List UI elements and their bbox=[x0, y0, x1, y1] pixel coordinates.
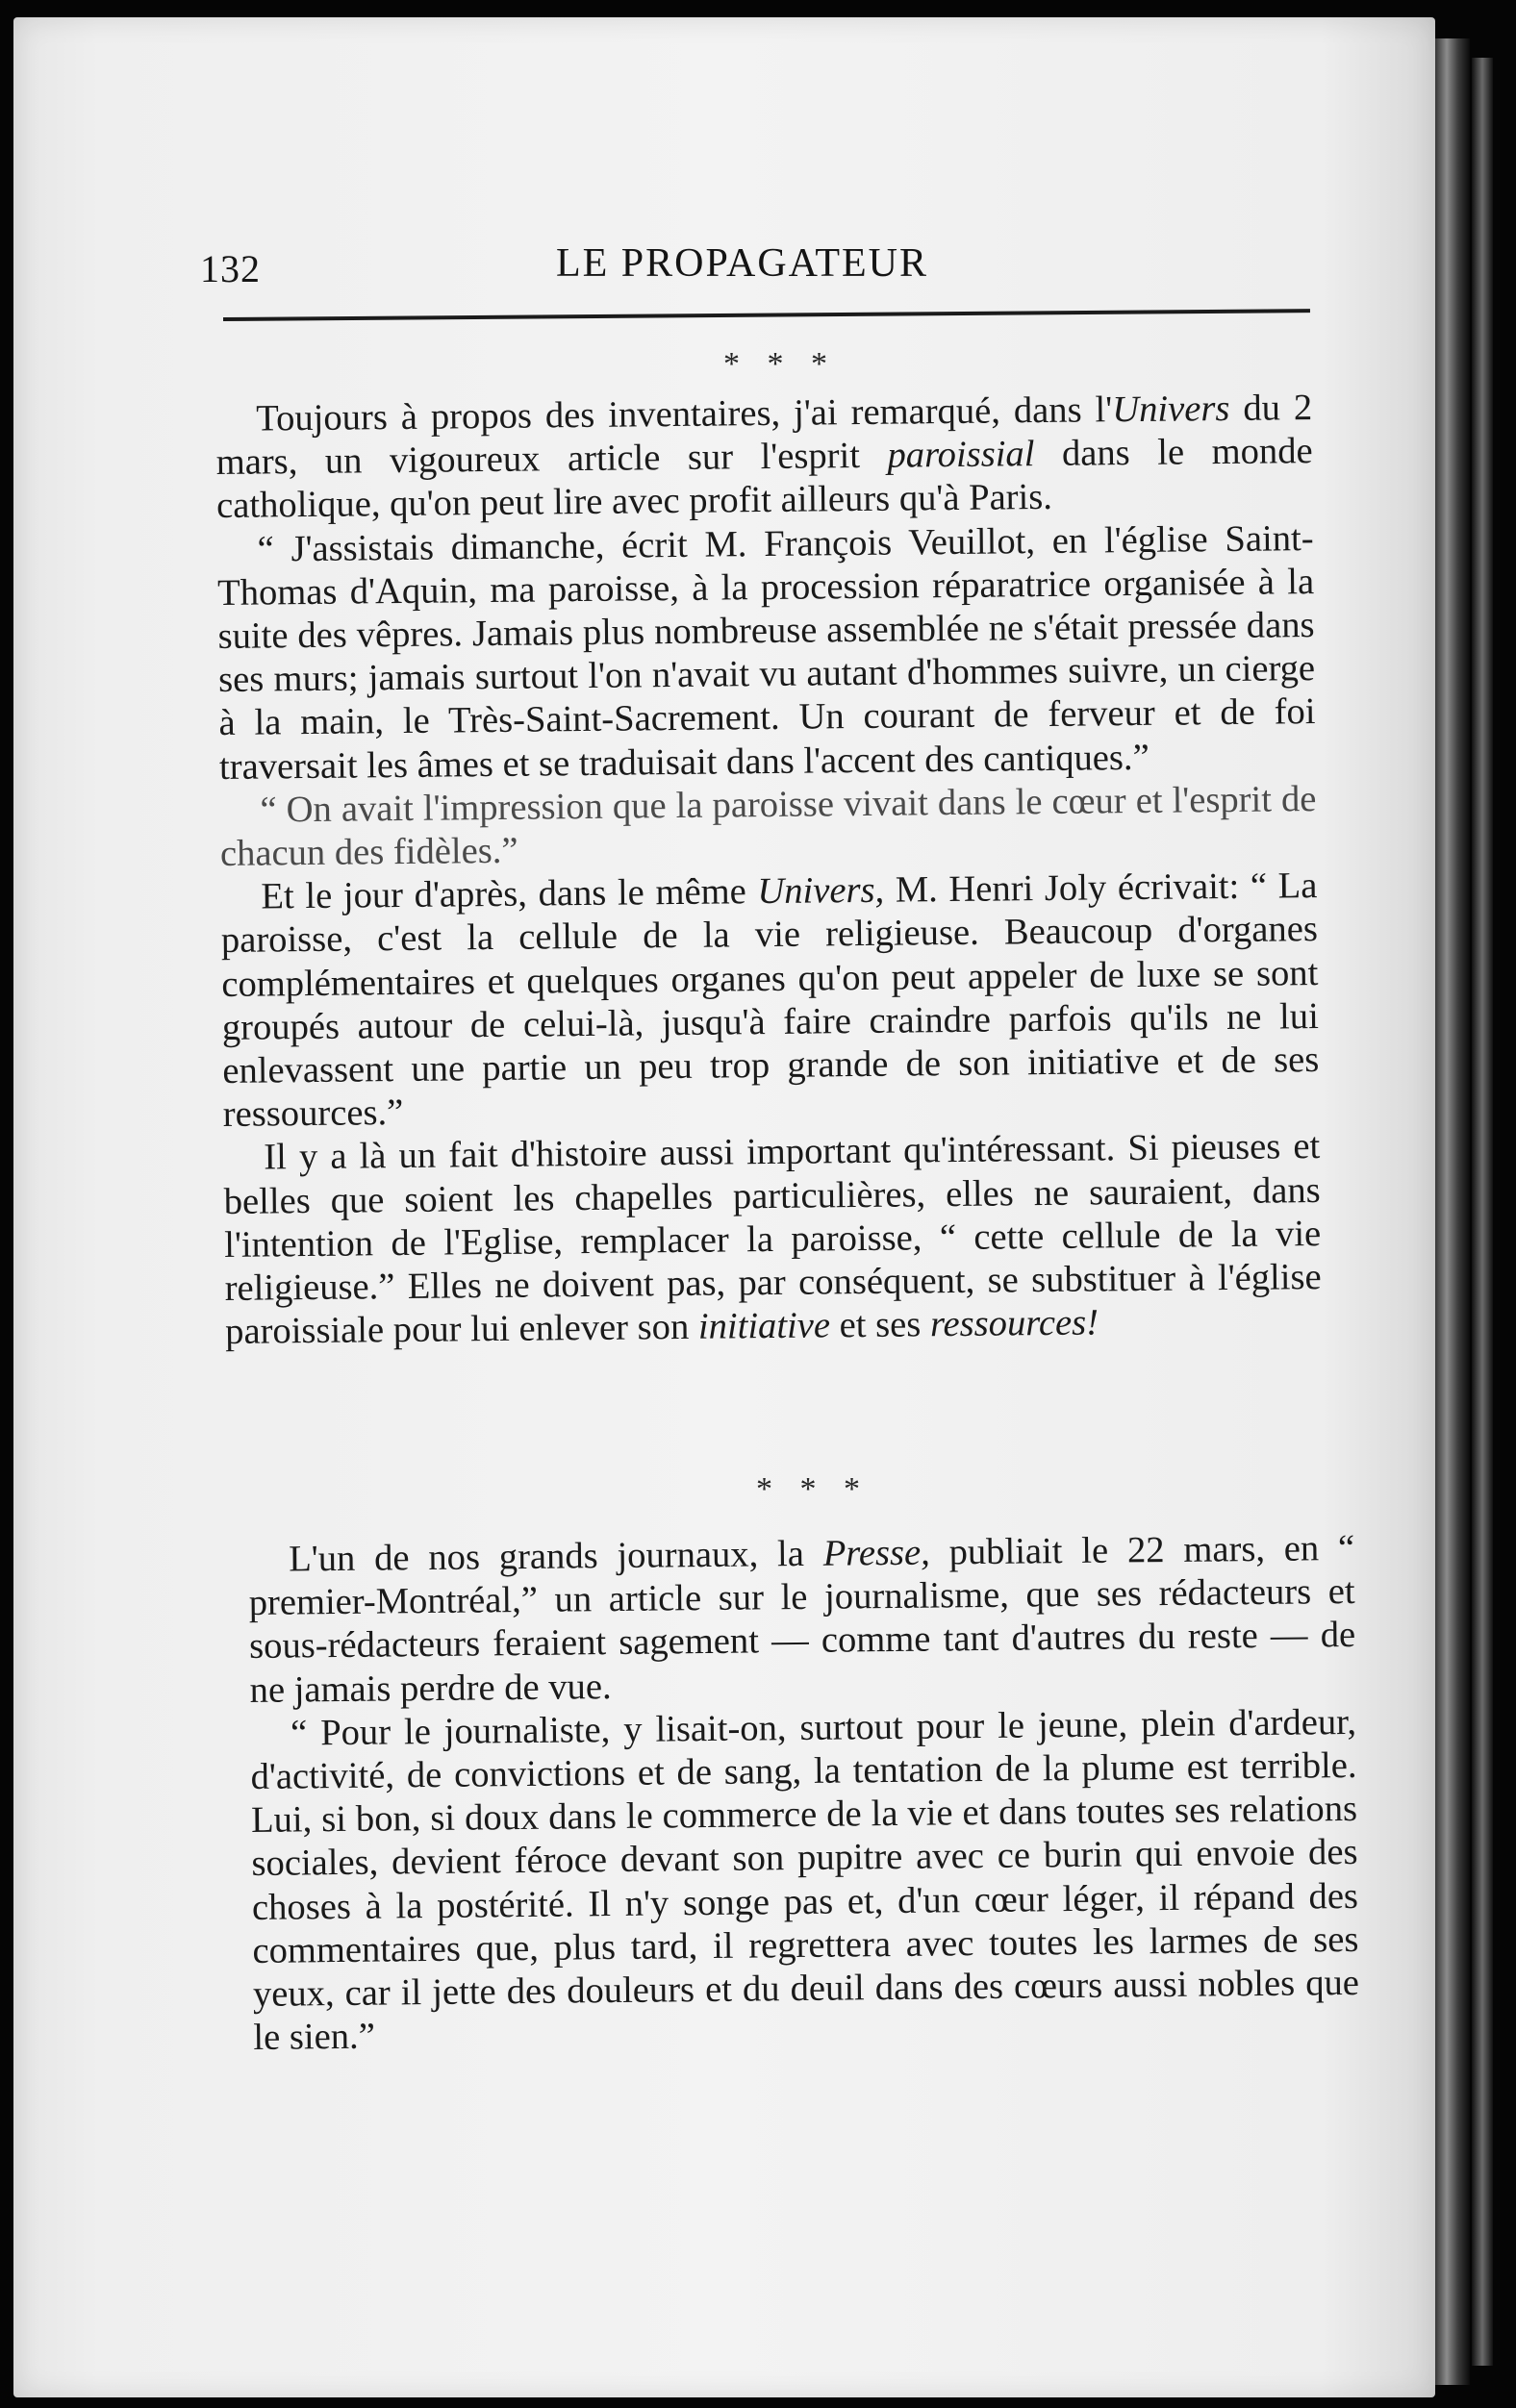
emphasis: Presse, bbox=[822, 1532, 931, 1574]
paragraph: Et le jour d'après, dans le même Univers, M. Henri Joly écrivait: “ La paroisse, c'est la cellule de la vie religieuse. Beaucoup d'organes complémentaires et quelques organes qu'on peut appeler de luxe se sont groupés autour de celui-là, jusqu'à faire craindre parfois qu'ils ne lui enlevassent une partie un peu trop grande de son initiative et de ses ressources.” bbox=[220, 865, 1320, 1136]
running-title: LE PROPAGATEUR bbox=[556, 241, 929, 286]
paragraph: “ Pour le journaliste, y lisait-on, surtout pour le jeune, plein d'ardeur, d'activité, de convictions et de sang, la tentation de la plume est terrible. Lui, si bon, si doux dans le commerce de la vie et dans toutes ses relations sociales, devient féroce devant son pupitre avec ce burin qui envoie des choses à la postérité. Il n'y songe pas et, d'un cœur léger, il répand des commentaires que, plus tard, il regrettera avec toutes les larmes de ses yeux, car il jette des douleurs et du deuil dans des cœurs aussi nobles que le sien.” bbox=[250, 1701, 1360, 2059]
book-spine-edge bbox=[1431, 38, 1470, 2385]
book-spine-shadow bbox=[1472, 58, 1493, 2366]
emphasis: ressources! bbox=[929, 1302, 1099, 1345]
paragraph: “ On avait l'impression que la paroisse vivait dans le cœur et l'esprit de chacun des fidèles.” bbox=[219, 778, 1317, 875]
page-number: 132 bbox=[200, 247, 261, 290]
emphasis: Univers bbox=[1112, 388, 1230, 431]
paragraph: “ J'assistais dimanche, écrit M. François Veuillot, en l'église Saint-Thomas d'Aquin, ma paroisse, à la procession réparatrice organisée à la suite des vêpres. Jamais plus nombreuse assemblée ne s'était pressée dans ses murs; jamais surtout l'on n'avait vu autant d'hommes suivre, un cierge à la main, le Très-Saint-Sacrement. Un courant de ferveur et de foi traversait les âmes et se traduisait dans l'accent des cantiques.” bbox=[216, 517, 1316, 788]
article-section-univers bbox=[215, 387, 1322, 1354]
emphasis: initiative bbox=[697, 1305, 831, 1348]
emphasis: paroissial bbox=[887, 434, 1035, 476]
emphasis: Univers, bbox=[757, 869, 885, 913]
paragraph: Il y a là un fait d'histoire aussi important qu'intéressant. Si pieuses et belles que soient les chapelles particulières, elles ne sauraient, dans l'intention de l'Eglise, remplacer la paroisse, “ cette cellule de la vie religieuse.” Elles ne doivent pas, par conséquent, se substituer à l'église paroissiale pour lui enlever son initiative et ses ressources! bbox=[223, 1126, 1322, 1353]
section-asterism: * * * bbox=[723, 346, 837, 382]
page-header bbox=[200, 240, 1316, 302]
article-section-presse bbox=[248, 1527, 1360, 2060]
section-asterism: * * * bbox=[756, 1471, 870, 1507]
paragraph: L'un de nos grands journaux, la Presse, publiait le 22 mars, en “ premier-Montréal,” un article sur le journalisme, que ses rédacteurs et sous-rédacteurs feraient sagement — comme tant d'autres du reste — de ne jamais perdre de vue. bbox=[248, 1527, 1356, 1711]
paragraph: Toujours à propos des inventaires, j'ai remarqué, dans l'Univers du 2 mars, un vigoureux article sur l'esprit paroissial dans le monde catholique, qu'on peut lire avec profit ailleurs qu'à Paris. bbox=[215, 388, 1313, 527]
